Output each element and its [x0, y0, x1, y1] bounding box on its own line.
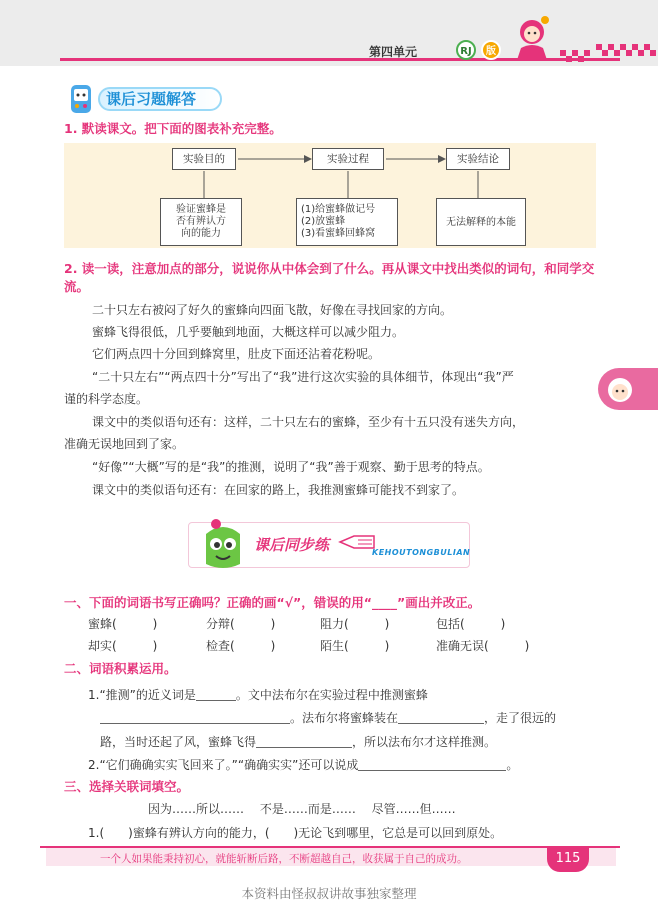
diagram-conclusion: 实验结论: [446, 148, 510, 170]
word-row-2: [88, 636, 588, 656]
answer-para-2: 课文中的类似语句还有：这样，二十只左右的蜜蜂，至少有十五只没有迷失方向，: [92, 415, 525, 429]
ex2-line-4: [88, 754, 518, 776]
girl-face-icon: [598, 368, 640, 410]
exercise-1-title: 一、下面的词语书写正确吗？正确的画“√”，错误的用“____”画出并改正。: [64, 595, 481, 610]
example-sentence-2: 蜜蜂飞得很低，几乎要触到地面，大概这样可以减少阻力。: [92, 325, 405, 339]
process-line-3: (3)看蜜蜂回蜂窝: [301, 228, 376, 239]
word-item: 分辩( ): [206, 617, 276, 631]
word-item: 蜜蜂( ): [88, 617, 158, 631]
ex2-line-1: [88, 684, 428, 706]
word-row-1: [88, 614, 588, 634]
ex2-text: 。法布尔将蜜蜂装在: [290, 711, 399, 725]
ex2-text: 1.“推测”的近义词是: [88, 688, 196, 702]
diagram-purpose: 实验目的: [172, 148, 236, 170]
ex2-text: 。文中法布尔在实验过程中推测蜜蜂: [235, 688, 428, 702]
ex2-text: 。: [506, 758, 519, 772]
footer-motto: 一个人如果能秉持初心，就能斩断后路，不断超越自己，收获属于自己的成功。: [100, 853, 468, 865]
example-sentence-1: 二十只左右被闷了好久的蜜蜂向四面飞散，好像在寻找回家的方向。: [92, 303, 453, 317]
answer-para-4: 课文中的类似语句还有：在回家的路上，我推测蜜蜂可能找不到家了。: [92, 483, 465, 497]
process-line-2: (2)放蜜蜂: [301, 216, 346, 227]
green-monster-icon: [194, 516, 252, 574]
answer-blank[interactable]: [196, 687, 236, 701]
ex2-text: 路，当时还起了风，蜜蜂飞得: [100, 735, 257, 749]
answer-blank[interactable]: [256, 734, 352, 748]
source-note: 本资料由怪叔叔讲故事独家整理: [241, 886, 417, 901]
word-item: 检查( ): [206, 639, 276, 653]
phone-mascot-icon: [64, 82, 98, 116]
word-item: 包括( ): [436, 617, 506, 631]
process-line-1: (1)给蜜蜂做记号: [301, 204, 376, 215]
purpose-line-1: 验证蜜蜂是: [176, 204, 226, 215]
experiment-diagram: [64, 143, 596, 248]
word-item: 阻力( ): [320, 617, 390, 631]
question-2-title: 2. 读一读，注意加点的部分，说说你从中体会到了什么。再从课文中找出类似的词句，和同学交流。: [64, 261, 595, 294]
diagram-answer-purpose: [160, 198, 242, 246]
purpose-line-2: 否有辨认方: [176, 216, 226, 227]
diagram-answer-process: [296, 198, 398, 246]
exercise-3-title: 三、选择关联词填空。: [64, 779, 190, 794]
cartoon-girl-icon: [507, 12, 557, 62]
section-title-practice: 课后同步练: [254, 536, 330, 554]
section-title-pinyin: KEHOUTONGBULIAN: [372, 548, 471, 557]
diagram-process: 实验过程: [312, 148, 384, 170]
page-number: 115: [547, 846, 589, 872]
word-item: 准确无误( ): [436, 639, 530, 653]
rj-badge: RJ: [456, 40, 476, 60]
ex2-text: ，所以法布尔才这样推测。: [352, 735, 497, 749]
ex3-line-1: 1.( )蜜蜂有辨认方向的能力，( )无论飞到哪里，它总是可以回到原处。: [88, 826, 503, 840]
answer-para-1-cont: 谨的科学态度。: [64, 392, 149, 406]
answer-para-2-cont: 准确无误地回到了家。: [64, 437, 185, 451]
answer-blank[interactable]: [100, 710, 290, 724]
example-sentence-3: 它们两点四十分回到蜂窝里，肚皮下面还沾着花粉呢。: [92, 347, 381, 361]
checker-decoration: [560, 40, 658, 66]
answer-para-3: “好像”“大概”写的是“我”的推测，说明了“我”善于观察、勤于思考的特点。: [92, 460, 490, 474]
ex2-text: 2.“它们确确实实飞回来了。”“确确实实”还可以说成: [88, 758, 359, 772]
answer-para-1: “二十只左右”“两点四十分”写出了“我”进行这次实验的具体细节，体现出“我”严: [92, 370, 514, 384]
answer-blank[interactable]: [358, 757, 506, 771]
side-tab: [598, 368, 658, 410]
ex2-line-2: [100, 707, 556, 729]
section-title-answers: 课后习题解答: [98, 87, 222, 111]
question-1-title: 1. 默读课文。把下面的图表补充完整。: [64, 121, 282, 136]
edition-badge: 版: [481, 40, 501, 60]
exercise-2-title: 二、词语积累运用。: [64, 661, 177, 676]
diagram-answer-conclusion: 无法解释的本能: [436, 198, 526, 246]
conjunction-options: 因为……所以…… 不是……而是…… 尽管……但……: [148, 802, 456, 816]
footer-divider: [40, 846, 620, 848]
answer-blank[interactable]: [398, 710, 484, 724]
unit-label: 第四单元: [369, 45, 418, 59]
ex2-text: ，走了很远的: [484, 711, 557, 725]
word-item: 却实( ): [88, 639, 158, 653]
ex2-line-3: [100, 731, 496, 753]
word-item: 陌生( ): [320, 639, 390, 653]
purpose-line-3: 向的能力: [181, 228, 221, 239]
